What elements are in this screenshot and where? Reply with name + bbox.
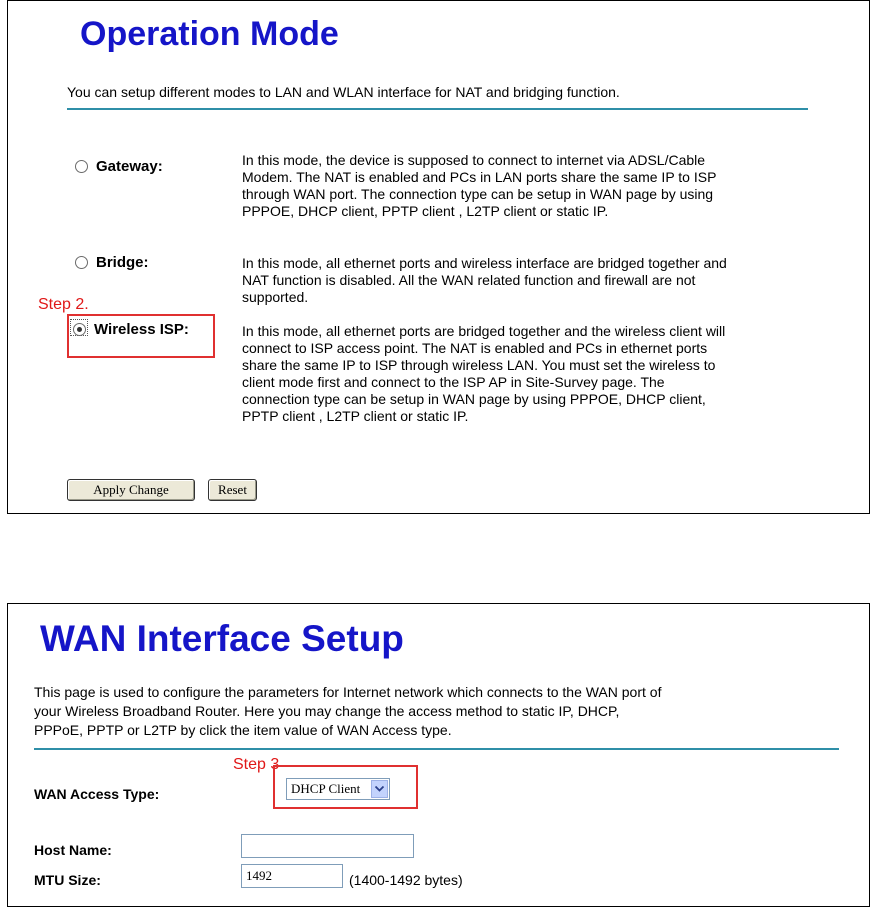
bridge-description <box>242 255 827 306</box>
page-description <box>34 683 854 740</box>
description-line: connect to ISP access point. The NAT is enabled and PCs in ethernet ports <box>242 340 708 356</box>
mode-option-gateway[interactable] <box>75 158 163 175</box>
wireless-isp-label[interactable]: Wireless ISP: <box>94 321 189 338</box>
description-line: client mode first and connect to the ISP AP in Site-Survey page. The <box>242 374 665 390</box>
description-line: supported. <box>242 289 309 305</box>
host-name-label: Host Name: <box>34 842 112 858</box>
gateway-radio[interactable] <box>75 160 88 173</box>
mtu-size-label: MTU Size: <box>34 872 101 888</box>
page-title: WAN Interface Setup <box>40 618 404 659</box>
description-line: NAT function is disabled. All the WAN related function and firewall are not <box>242 272 696 288</box>
wireless-isp-description <box>242 323 827 425</box>
gateway-label[interactable]: Gateway: <box>96 158 163 175</box>
mtu-size-hint: (1400-1492 bytes) <box>349 872 463 888</box>
bridge-label[interactable]: Bridge: <box>96 254 149 271</box>
description-line: In this mode, all ethernet ports are bridged together and the wireless client will <box>242 323 726 339</box>
step-3-annotation: Step 3 <box>233 756 280 773</box>
mode-option-wireless-isp[interactable] <box>73 321 189 338</box>
wan-access-type-label: WAN Access Type: <box>34 786 160 802</box>
description-line: share the same IP to ISP through wireless LAN. You must set the wireless to <box>242 357 716 373</box>
description-line: Modem. The NAT is enabled and PCs in LAN ports share the same IP to ISP <box>242 169 717 185</box>
divider <box>67 108 808 110</box>
mode-option-bridge[interactable] <box>75 254 149 271</box>
description-line: In this mode, all ethernet ports and wireless interface are bridged together and <box>242 255 727 271</box>
host-name-input[interactable] <box>241 834 414 858</box>
wan-access-type-value: DHCP Client <box>291 781 361 796</box>
description-line: PPTP client , L2TP client or static IP. <box>242 408 469 424</box>
description-line: PPPOE, DHCP client, PPTP client , L2TP client or static IP. <box>242 203 609 219</box>
reset-button[interactable]: Reset <box>208 479 257 501</box>
wan-interface-panel <box>7 603 870 907</box>
wan-access-type-select[interactable] <box>286 778 390 800</box>
mtu-size-input[interactable] <box>241 864 343 888</box>
page-description: You can setup different modes to LAN and WLAN interface for NAT and bridging function. <box>67 84 620 100</box>
description-line: In this mode, the device is supposed to connect to internet via ADSL/Cable <box>242 152 706 168</box>
description-line: your Wireless Broadband Router. Here you may change the access method to static IP, DHCP, <box>34 703 620 719</box>
bridge-radio[interactable] <box>75 256 88 269</box>
gateway-description <box>242 152 827 220</box>
description-line: PPPoE, PPTP or L2TP by click the item value of WAN Access type. <box>34 722 452 738</box>
step-2-annotation: Step 2. <box>38 296 89 313</box>
apply-change-button[interactable]: Apply Change <box>67 479 195 501</box>
chevron-down-icon[interactable] <box>371 780 388 798</box>
description-line: This page is used to configure the parameters for Internet network which connects to the WAN port of <box>34 684 662 700</box>
description-line: through WAN port. The connection type can be setup in WAN page by using <box>242 186 714 202</box>
wireless-isp-radio[interactable] <box>73 323 86 336</box>
operation-mode-panel <box>7 0 870 514</box>
divider <box>34 748 839 750</box>
page-title: Operation Mode <box>80 15 339 53</box>
description-line: connection type can be setup in WAN page by using PPPOE, DHCP client, <box>242 391 706 407</box>
